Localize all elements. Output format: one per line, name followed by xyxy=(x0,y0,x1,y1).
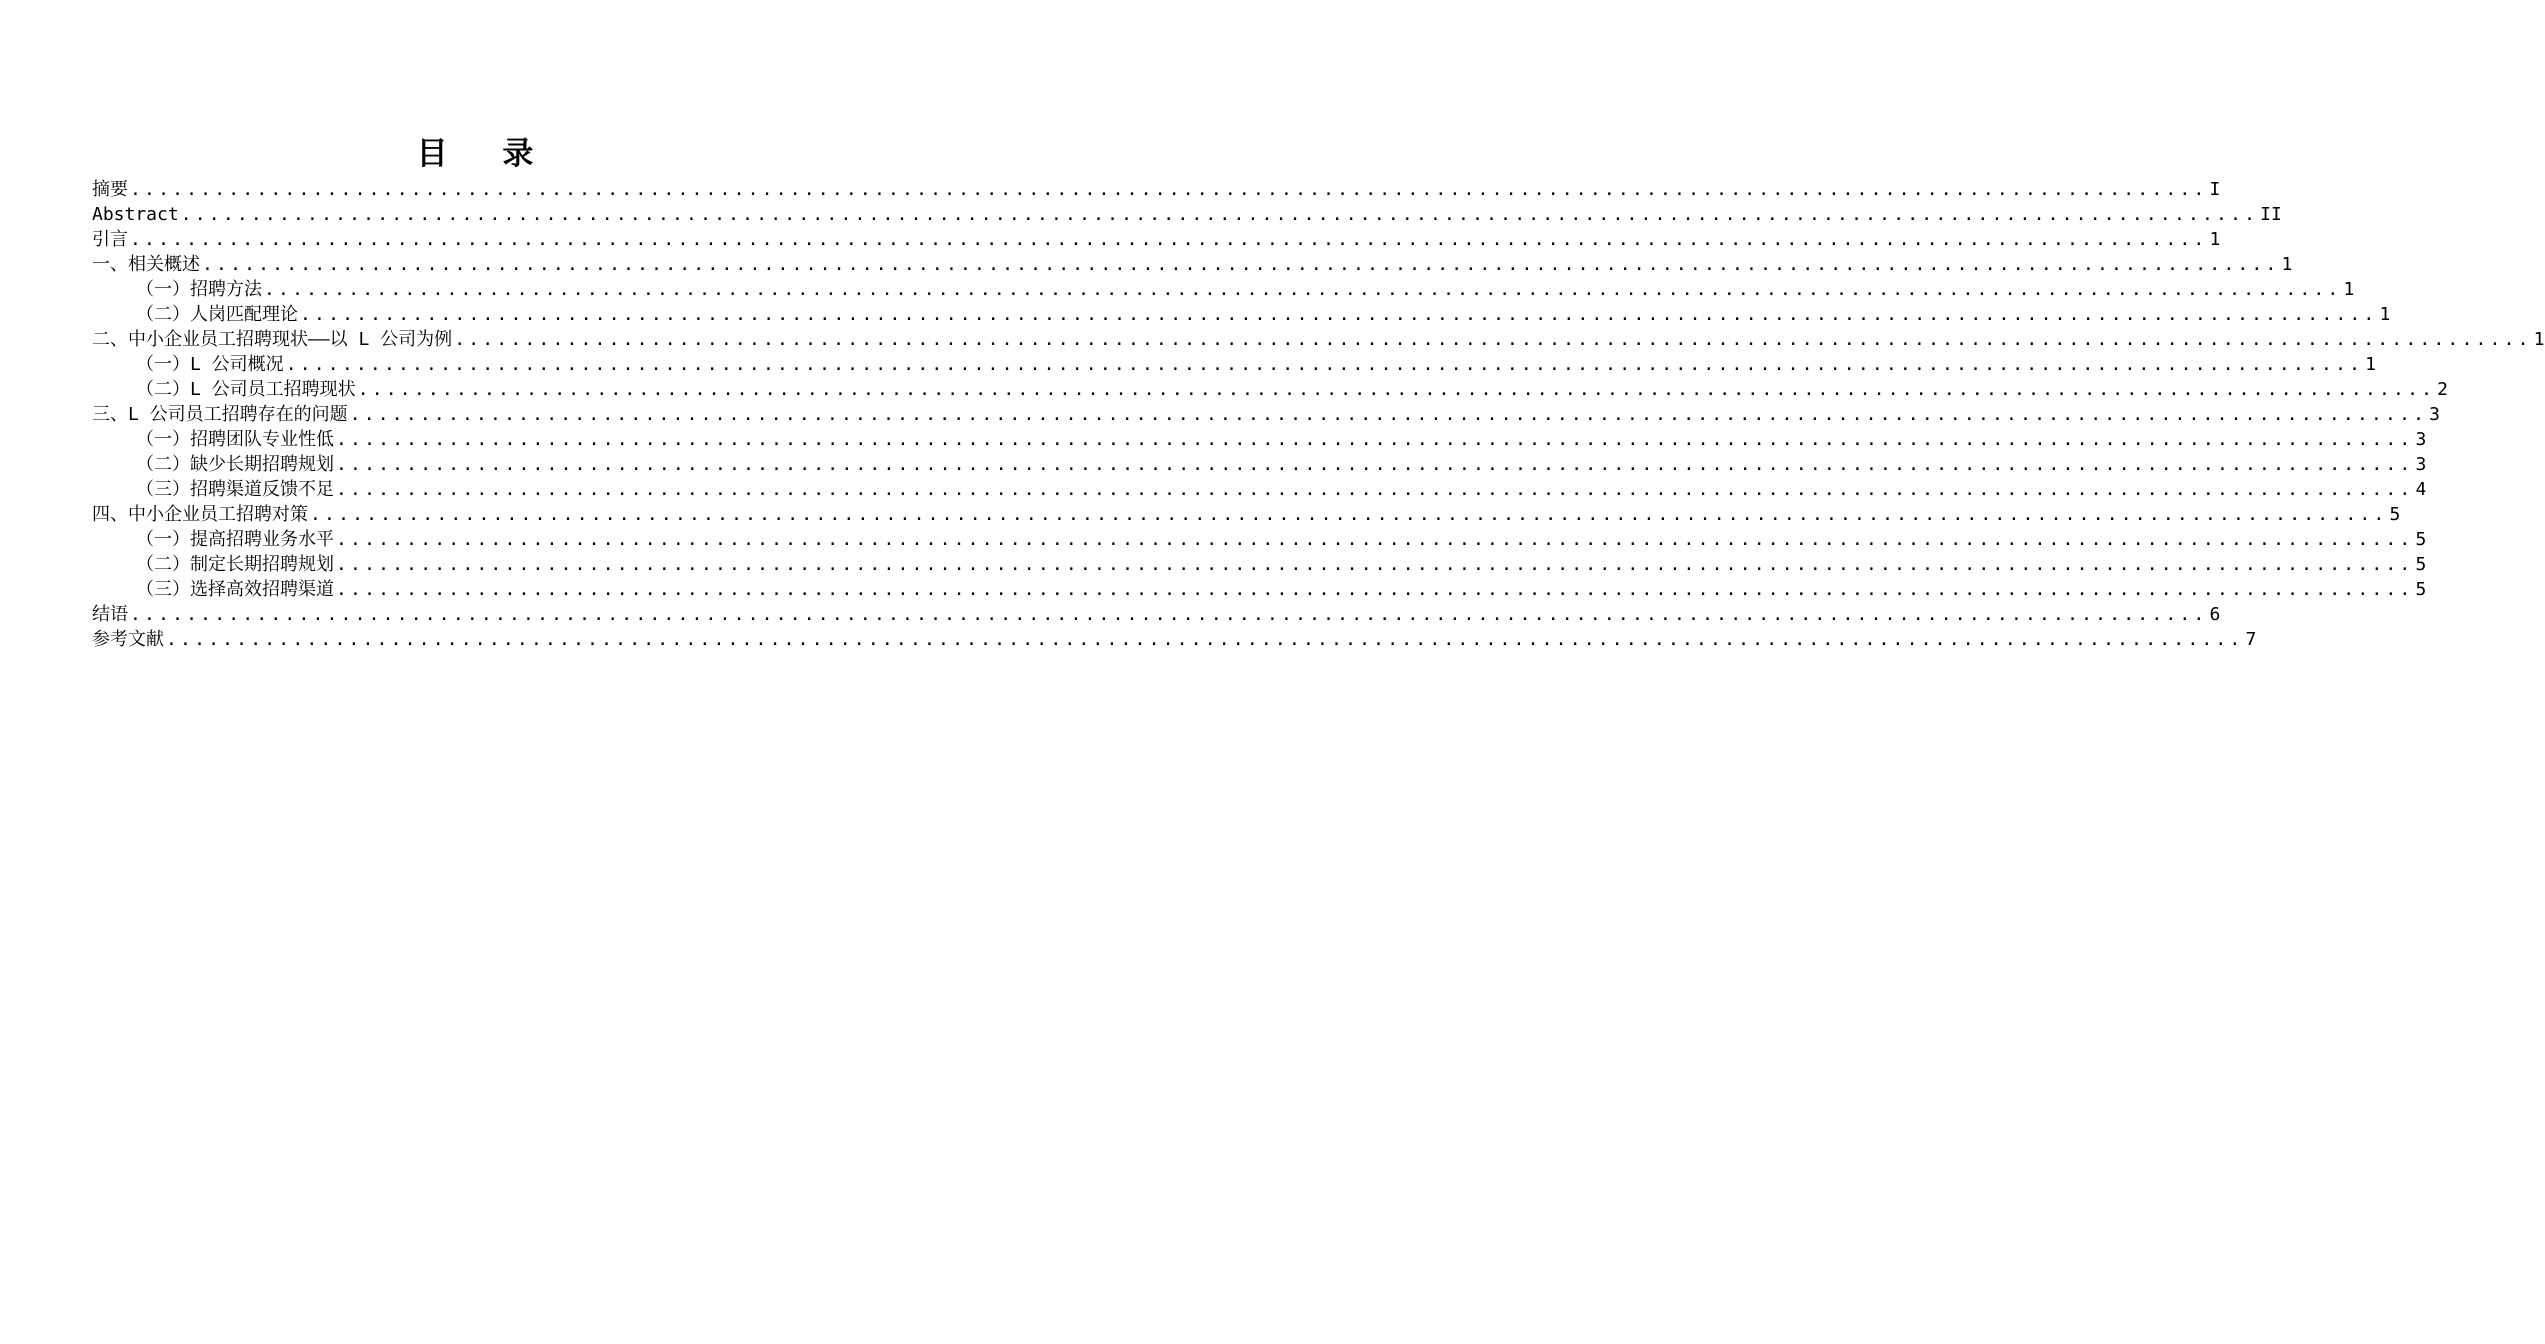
toc-dot-leader: .................................................................................................................................................... xyxy=(310,504,2388,525)
toc-entry-label: 三、L 公司员工招聘存在的问题 xyxy=(92,404,348,425)
toc-subentry[interactable] xyxy=(92,452,2427,477)
toc-entry[interactable] xyxy=(92,402,2440,427)
toc-dot-leader: .................................................................................................................................................... xyxy=(130,229,2208,250)
toc-subentry[interactable] xyxy=(92,577,2427,602)
toc-entry[interactable] xyxy=(92,202,2282,227)
toc-entry[interactable] xyxy=(92,227,2221,252)
toc-dot-leader: .................................................................................................................................................... xyxy=(264,279,2342,300)
toc-dot-leader: .................................................................................................................................................... xyxy=(300,304,2378,325)
toc-entry-page: 1 xyxy=(2365,354,2376,375)
toc-entry-page: 4 xyxy=(2415,479,2427,500)
toc-entry-page: 1 xyxy=(2379,304,2391,325)
toc-subentry[interactable] xyxy=(92,527,2427,552)
toc-dot-leader: .................................................................................................................................................... xyxy=(349,404,2428,425)
toc-entry-label: （一）提高招聘业务水平 xyxy=(136,529,334,550)
toc-dot-leader: .................................................................................................................................................... xyxy=(454,329,2532,350)
toc-dot-leader: .................................................................................................................................................... xyxy=(166,629,2244,650)
toc-entry[interactable] xyxy=(92,502,2401,527)
toc-dot-leader: .................................................................................................................................................... xyxy=(336,454,2414,475)
toc-entry-page: 5 xyxy=(2389,504,2401,525)
toc-entry-label: 二、中小企业员工招聘现状——以 L 公司为例 xyxy=(92,329,453,350)
toc-dot-leader: .................................................................................................................................................... xyxy=(336,479,2414,500)
toc-entry-label: （二）缺少长期招聘规划 xyxy=(136,454,334,475)
toc-entry-page: II xyxy=(2260,204,2282,225)
toc-entry-page: 7 xyxy=(2245,629,2257,650)
toc-dot-leader: .................................................................................................................................................... xyxy=(336,429,2414,450)
toc-dot-leader: .................................................................................................................................................... xyxy=(336,579,2414,600)
toc-entry-page: 2 xyxy=(2437,379,2448,400)
toc-entry[interactable] xyxy=(92,627,2257,652)
toc-subentry[interactable] xyxy=(92,552,2427,577)
toc-entry-label: （二）人岗匹配理论 xyxy=(136,304,298,325)
toc-entry-label: （二）L 公司员工招聘现状 xyxy=(136,379,356,400)
toc-entry[interactable] xyxy=(92,177,2221,202)
toc-subentry[interactable] xyxy=(92,477,2427,502)
toc-entry-page: 5 xyxy=(2415,579,2427,600)
toc-entry-label: （一）招聘团队专业性低 xyxy=(136,429,334,450)
toc-entry-label: 四、中小企业员工招聘对策 xyxy=(92,504,308,525)
toc-entry-page: 1 xyxy=(2533,329,2545,350)
toc-entry-label: 摘要 xyxy=(92,179,128,200)
toc-list xyxy=(92,177,2545,652)
toc-dot-leader: .................................................................................................................................................... xyxy=(336,529,2414,550)
toc-entry-label: 一、相关概述 xyxy=(92,254,200,275)
toc-dot-leader: .................................................................................................................................................... xyxy=(130,179,2208,200)
toc-dot-leader: .................................................................................................................................................... xyxy=(202,254,2280,275)
toc-entry-page: 6 xyxy=(2209,604,2221,625)
toc-entry-page: 1 xyxy=(2281,254,2293,275)
toc-entry-label: 引言 xyxy=(92,229,128,250)
toc-entry-label: 结语 xyxy=(92,604,128,625)
toc-dot-leader: .................................................................................................................................................... xyxy=(130,604,2208,625)
toc-subentry[interactable] xyxy=(92,377,2448,402)
toc-subentry[interactable] xyxy=(92,352,2376,377)
toc-dot-leader: .................................................................................................................................................... xyxy=(285,354,2364,375)
toc-subentry[interactable] xyxy=(92,302,2391,327)
toc-entry[interactable] xyxy=(92,252,2293,277)
toc-subentry[interactable] xyxy=(92,427,2427,452)
toc-entry-label: （二）制定长期招聘规划 xyxy=(136,554,334,575)
toc-entry-page: 5 xyxy=(2415,529,2427,550)
toc-entry-label: （一）招聘方法 xyxy=(136,279,262,300)
toc-entry-page: 1 xyxy=(2343,279,2355,300)
toc-dot-leader: .................................................................................................................................................... xyxy=(357,379,2436,400)
toc-entry-page: 3 xyxy=(2429,404,2440,425)
toc-entry[interactable] xyxy=(92,602,2221,627)
toc-entry-page: 5 xyxy=(2415,554,2427,575)
toc-entry-page: 1 xyxy=(2209,229,2221,250)
toc-entry-label: （一）L 公司概况 xyxy=(136,354,284,375)
toc-dot-leader: .................................................................................................................................................... xyxy=(180,204,2259,225)
toc-entry-label: （三）选择高效招聘渠道 xyxy=(136,579,334,600)
toc-entry-page: 3 xyxy=(2415,454,2427,475)
toc-subentry[interactable] xyxy=(92,277,2355,302)
toc-entry-label: 参考文献 xyxy=(92,629,164,650)
toc-dot-leader: .................................................................................................................................................... xyxy=(336,554,2414,575)
toc-entry-page: 3 xyxy=(2415,429,2427,450)
toc-entry-page: I xyxy=(2209,179,2221,200)
toc-entry-label: Abstract xyxy=(92,204,179,225)
toc-title: 目 录 xyxy=(416,136,556,172)
toc-entry[interactable] xyxy=(92,327,2545,352)
toc-entry-label: （三）招聘渠道反馈不足 xyxy=(136,479,334,500)
